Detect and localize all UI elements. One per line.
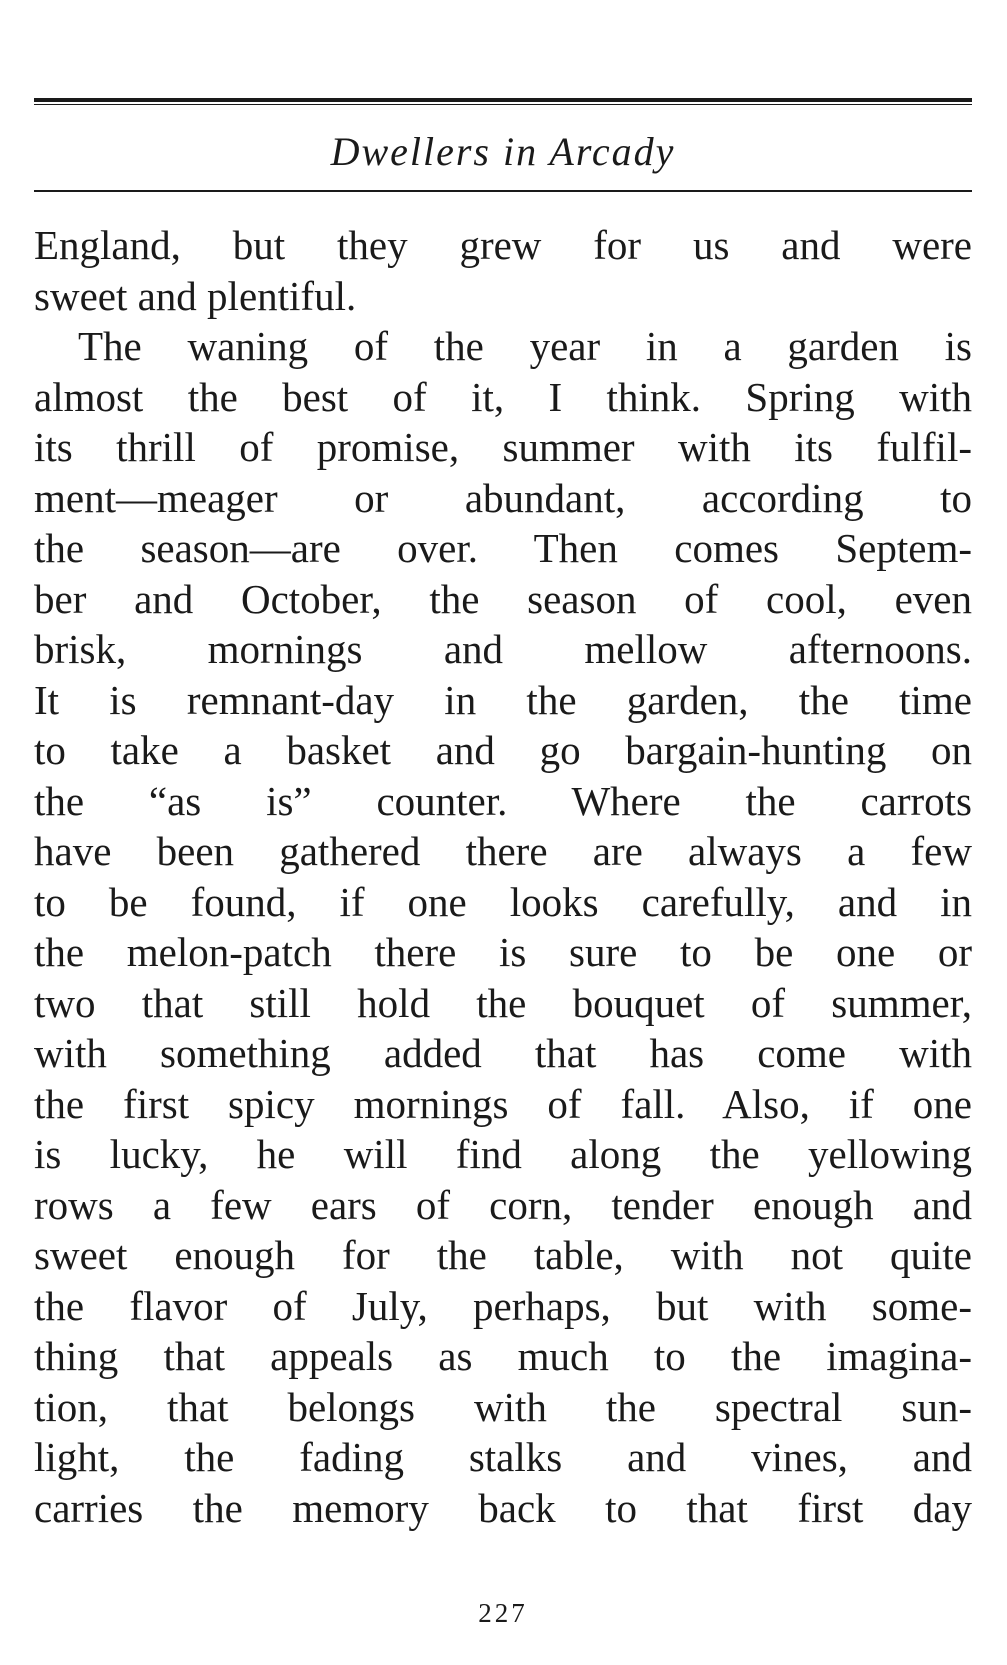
text-line: sweet enough for the table, with not quite — [34, 1232, 972, 1278]
text-line: the flavor of July, perhaps, but with some- — [34, 1282, 972, 1329]
header-underline-rule — [34, 190, 972, 192]
text-line: ment—meager or abundant, according to — [34, 474, 972, 521]
text-line: sweet and plentiful. — [34, 272, 357, 319]
text-line: brisk, mornings and mellow afternoons. — [34, 626, 972, 672]
text-line: ber and October, the season of cool, even — [34, 575, 972, 622]
text-line: to take a basket and go bargain-hunting on — [34, 727, 972, 773]
text-line: is lucky, he will find along the yellowing — [34, 1131, 972, 1177]
text-line: light, the fading stalks and vines, and — [34, 1434, 972, 1480]
text-line: rows a few ears of corn, tender enough and — [34, 1181, 972, 1228]
text-line: the melon-patch there is sure to be one or — [34, 929, 972, 975]
text-line: carries the memory back to that first day — [34, 1484, 972, 1531]
text-line: to be found, if one looks carefully, and in — [34, 878, 972, 925]
text-line: with something added that has come with — [34, 1030, 972, 1076]
text-line: The waning of the year in a garden is — [78, 323, 972, 369]
text-line: England, but they grew for us and were — [34, 222, 972, 268]
body-text — [34, 220, 972, 1533]
page-number: 227 — [478, 1598, 528, 1628]
text-line: the “as is” counter. Where the carrots — [34, 777, 972, 824]
header-rule-thin — [34, 104, 972, 105]
text-line: two that still hold the bouquet of summer, — [34, 979, 972, 1026]
text-line: thing that appeals as much to the imagina- — [34, 1333, 972, 1379]
header-rule-thick — [34, 98, 972, 102]
text-line: tion, that belongs with the spectral sun- — [34, 1383, 972, 1430]
text-line: the first spicy mornings of fall. Also, if one — [34, 1080, 972, 1127]
text-line: have been gathered there are always a few — [34, 828, 972, 874]
text-line: the season—are over. Then comes Septem- — [34, 525, 972, 571]
text-line: its thrill of promise, summer with its fulfil- — [34, 424, 972, 470]
text-line: almost the best of it, I think. Spring with — [34, 373, 972, 420]
text-line: It is remnant-day in the garden, the time — [34, 676, 972, 723]
running-title: Dwellers in Arcady — [330, 129, 676, 174]
